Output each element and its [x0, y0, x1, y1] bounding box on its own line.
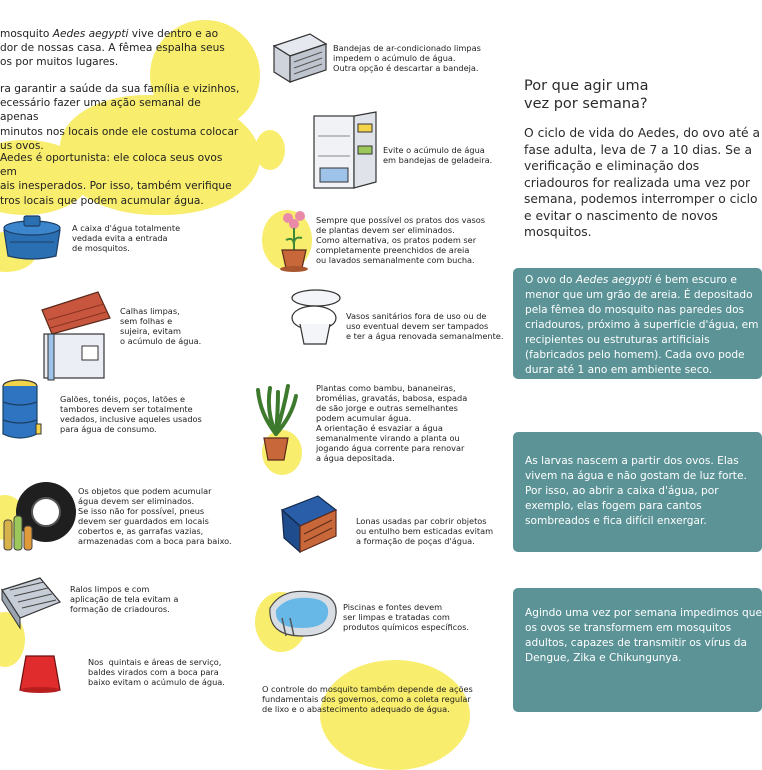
info-box-eggs: O ovo do Aedes aegypti é bem escuro e menor que um grão de areia. É depositado pela fêmea do mosquito nas paredes dos criadouros, próximo à superfície d'água, em recipientes ou estruturas artificiais (fabricados pelo homem). Cada ovo pode durar até 1 ano em ambiente seco. — [513, 268, 762, 379]
tip-air-conditioner: Bandejas de ar-condicionado limpas impedem o acúmulo de água. Outra opção é descartar a bandeja. — [333, 43, 481, 73]
refrigerator-icon — [310, 110, 382, 192]
pool-icon — [262, 584, 344, 644]
bucket-icon — [14, 650, 64, 694]
tip-drains: Ralos limpos e com aplicação de tela evitam a formação de criadouros. — [70, 584, 179, 614]
barrel-icon — [0, 378, 42, 444]
tip-pools: Piscinas e fontes devem ser limpas e tratadas com produtos químicos específicos. — [343, 602, 470, 632]
drain-icon — [0, 574, 62, 632]
intro-paragraph-2: ra garantir a saúde da sua família e vizinhos, ecessário fazer uma ação semanal de apenas minutos nos locais onde ele costuma colocar us ovos. — [0, 83, 240, 152]
tip-barrels: Galões, tonéis, poços, latões e tambores devem ser totalmente vedados, inclusive aqueles usados para água de consumo. — [60, 394, 202, 434]
tip-tires-bottles: Os objetos que podem acumular água devem ser eliminados. Se isso não for possível, pneus devem ser guardados em locais cobertos e, as garrafas vazias, armazenadas com a boca para baixo. — [78, 486, 232, 546]
section-heading: Por que agir uma vez por semana? — [524, 78, 649, 112]
roof-gutter-icon — [38, 288, 114, 384]
yellow-blob — [255, 130, 285, 170]
tip-government: O controle do mosquito também depende de ações fundamentais dos governos, como a coleta regular de lixo e o abastecimento adequado de água. — [262, 684, 473, 714]
tip-refrigerator: Evite o acúmulo de água em bandejas de geladeira. — [383, 145, 493, 165]
tire-bottles-icon — [0, 476, 76, 556]
tip-toilets: Vasos sanitários fora de uso ou de uso eventual devem ser tampados e ter a água renovada semanalmente. — [346, 311, 504, 341]
intro-paragraph-1: mosquito Aedes aegypti vive dentro e ao dor de nossas casa. A fêmea espalha seus os por muitos lugares. — [0, 28, 225, 68]
tip-plants: Plantas como bambu, bananeiras, bromélias, gravatás, babosa, espada de são jorge e outras semelhantes podem acumular água. A orientação é esvaziar a água semanalmente virando a planta ou jogando água corrente para renovar a água depositada. — [316, 383, 468, 463]
intro-paragraph-3: Aedes é oportunista: ele coloca seus ovos em ais inesperados. Por isso, também verifique tros locais que podem acumular água. — [0, 152, 232, 207]
air-conditioner-icon — [270, 28, 330, 86]
tip-buckets: Nos quintais e áreas de serviço, baldes virados com a boca para baixo evitam o acúmulo de água. — [88, 657, 225, 687]
tip-plant-pots: Sempre que possível os pratos dos vasos de plantas devem ser eliminados. Como alternativa, os pratos podem ser completamente preenchidos de areia ou lavados semanalmente com bucha. — [316, 215, 486, 265]
toilet-icon — [286, 288, 344, 348]
tip-water-tank: A caixa d'água totalmente vedada evita a entrada de mosquitos. — [72, 223, 181, 253]
info-box-larvae: As larvas nascem a partir dos ovos. Elas vivem na água e não gostam de luz forte. Por isso, ao abrir a caixa d'água, por exemplo, elas fogem para cantos sombreados e fica difícil enxergar. — [513, 432, 762, 552]
yellow-blob — [320, 660, 470, 770]
tip-gutter: Calhas limpas, sem folhas e sujeira, evitam o acúmulo de água. — [120, 306, 202, 346]
section-intro: O ciclo de vida do Aedes, do ovo até a fase adulta, leva de 7 a 10 dias. Se a verificação e eliminação dos criadouros for realizada uma vez por semana, podemos interromper o ciclo e evitar o nascimento de novos mosquitos. — [524, 126, 761, 239]
plant-pot-icon — [276, 210, 312, 272]
info-box-weekly: Agindo uma vez por semana impedimos que os ovos se transformem em mosquitos adultos, capazes de transmitir os vírus da Dengue, Zika e Chikungunya. — [513, 588, 762, 712]
tarp-icon — [278, 486, 356, 564]
bromeliad-icon — [254, 384, 298, 464]
tip-tarps: Lonas usadas par cobrir objetos ou entulho bem esticadas evitam a formação de poças d'água. — [356, 516, 494, 546]
water-tank-icon — [0, 208, 64, 260]
